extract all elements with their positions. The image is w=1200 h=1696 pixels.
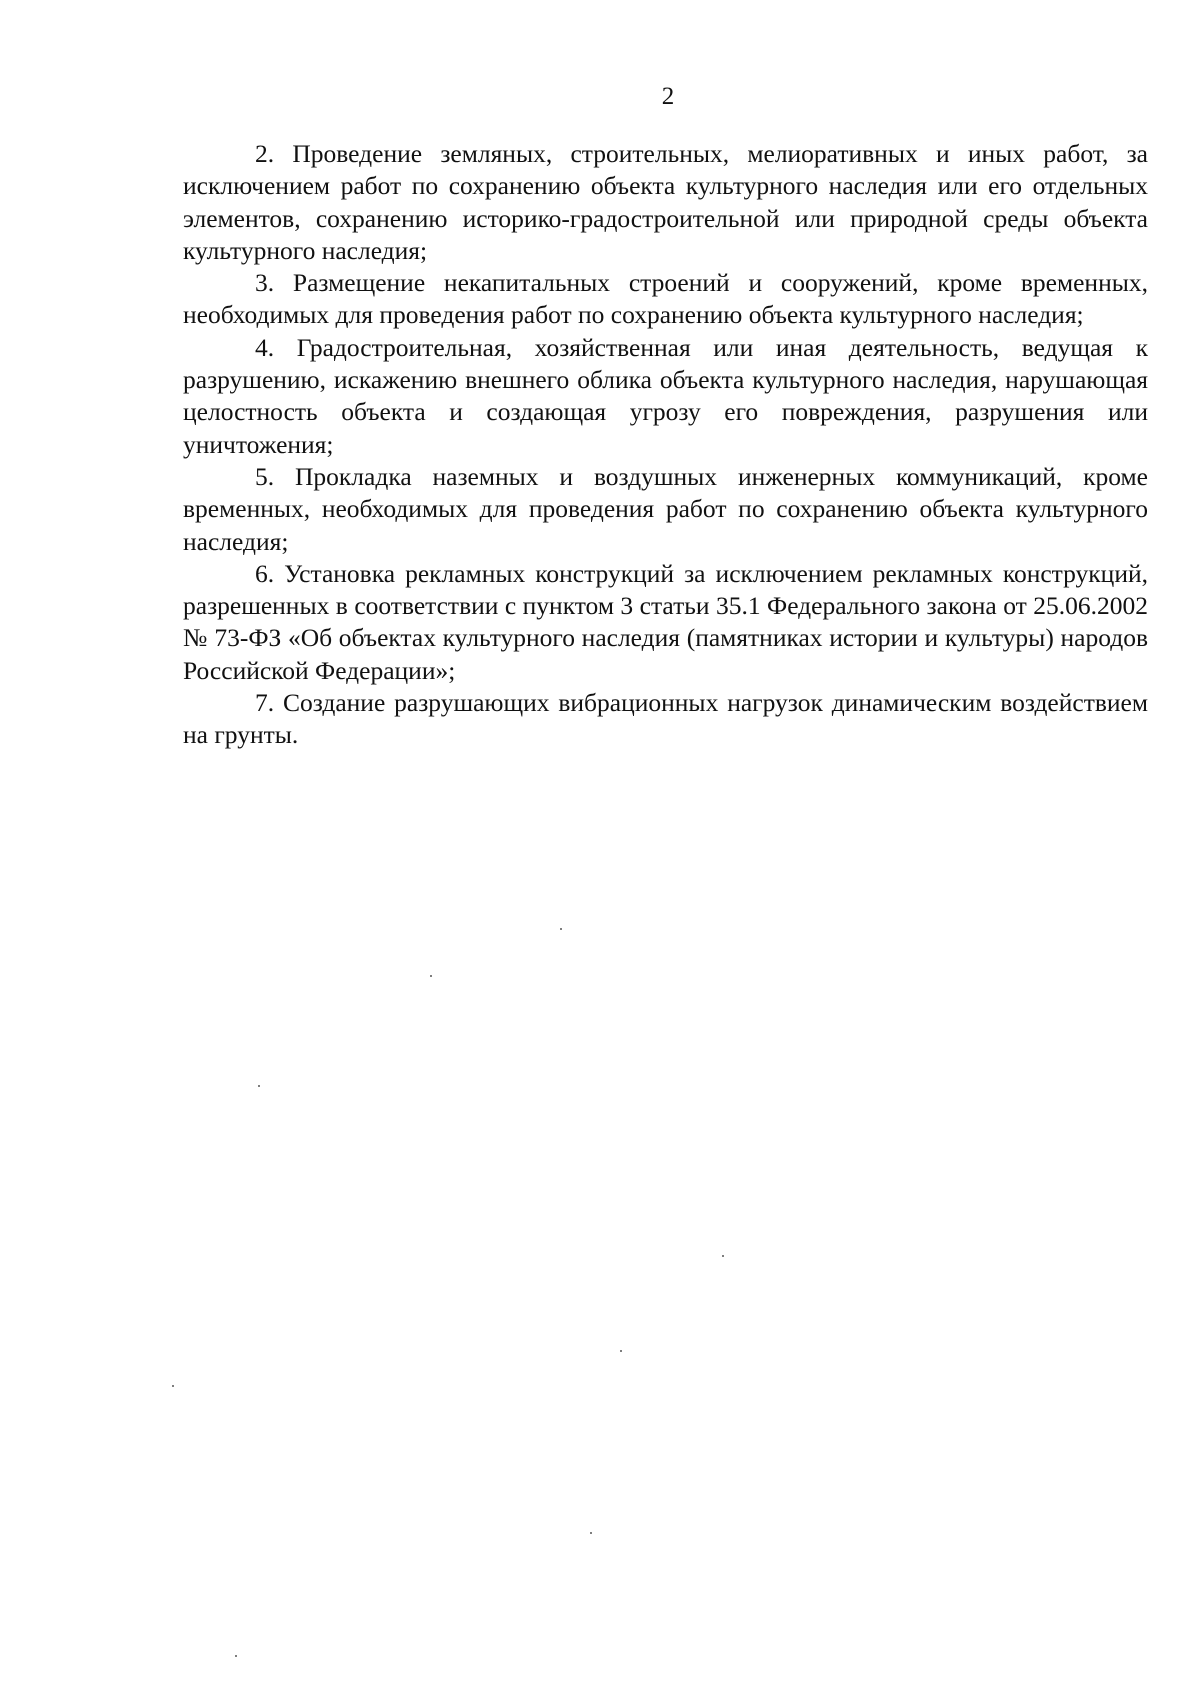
scan-speck: [722, 1255, 724, 1257]
scan-speck: [560, 928, 562, 930]
scan-speck: [590, 1532, 592, 1534]
scan-speck: [620, 1350, 622, 1352]
scan-speck: [172, 1385, 174, 1387]
scan-speck: [235, 1655, 237, 1657]
paragraph-item-6: 6. Установка рекламных конструкций за исключением рекламных конструкций, разрешенных в соответствии с пунктом 3 статьи 35.1 Федерального закона от 25.06.2002 № 73-ФЗ «Об объектах культурного наследия (памятниках истории и культуры) народов Российской Федерации»;: [183, 558, 1148, 685]
scan-speck: [430, 975, 432, 977]
paragraph-item-7: 7. Создание разрушающих вибрационных нагрузок динамическим воздействием на грунты.: [183, 688, 1148, 750]
paragraph-item-5: 5. Прокладка наземных и воздушных инженерных коммуникаций, кроме временных, необходимых для проведения работ по сохранению объекта культурного наследия;: [183, 461, 1148, 556]
scan-speck: [258, 1085, 260, 1087]
paragraph-item-4: 4. Градостроительная, хозяйственная или иная деятельность, ведущая к разрушению, искажению внешнего облика объекта культурного наследия, нарушающая целостность объекта и создающая угрозу его повреждения, разрушения или уничтожения;: [183, 332, 1148, 459]
document-body: [183, 138, 1148, 752]
paragraph-item-2: 2. Проведение земляных, строительных, мелиоративных и иных работ, за исключением работ по сохранению объекта культурного наследия или его отдельных элементов, сохранению историко-градостроительной или природной среды объекта культурного наследия;: [183, 139, 1148, 265]
paragraph-item-3: 3. Размещение некапитальных строений и сооружений, кроме временных, необходимых для проведения работ по сохранению объекта культурного наследия;: [183, 268, 1148, 330]
page-number: 2: [661, 83, 675, 110]
